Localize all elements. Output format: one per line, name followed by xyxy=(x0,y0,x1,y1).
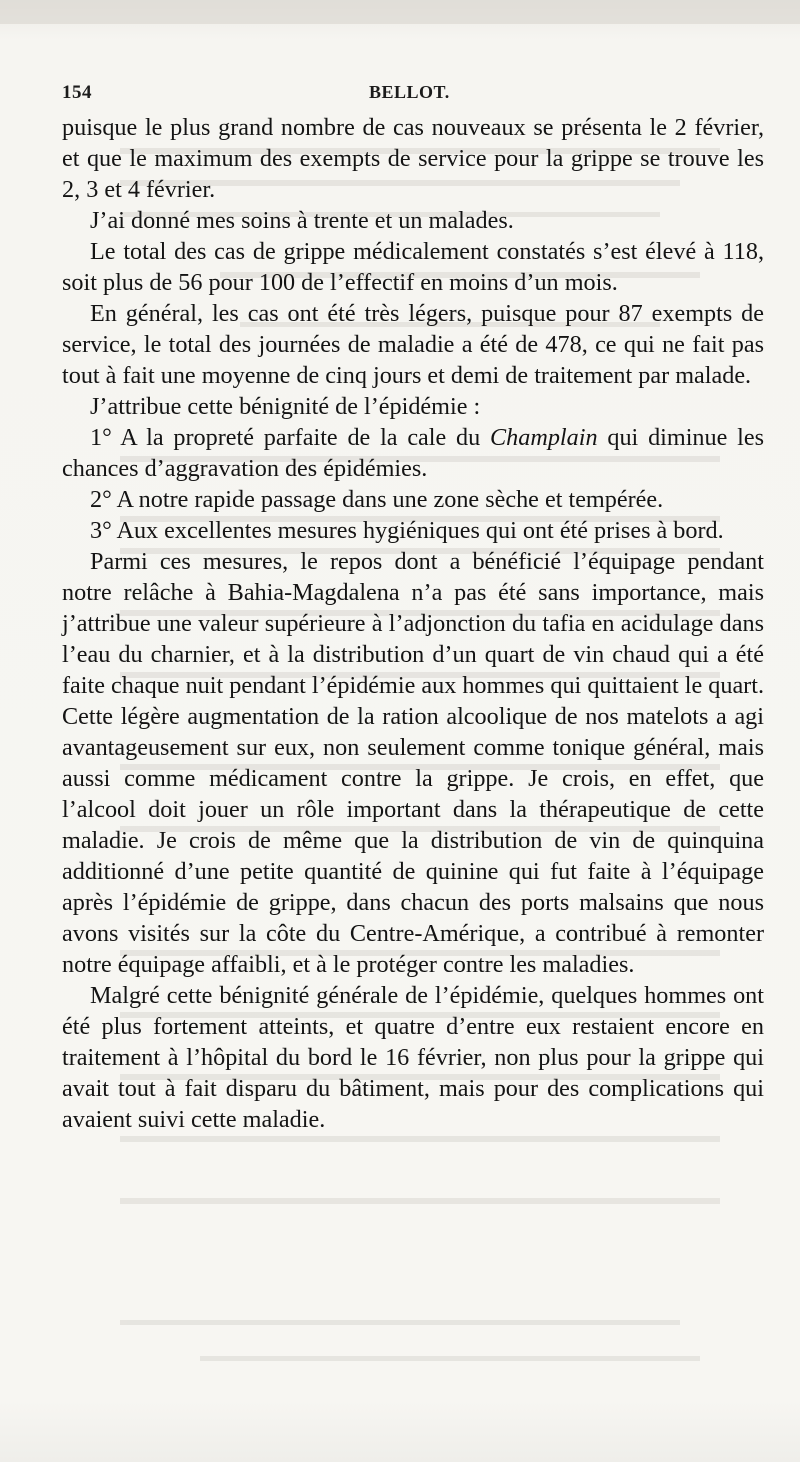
paragraph-9: Parmi ces mesures, le repos dont a bénéficié l’équipage pendant notre relâche à Bahia-Magdalena n’a pas été sans importance, mais j’attribue une valeur supérieure à l’adjonction du tafia en acidulage dans l’eau du charnier, et à la distribution d’un quart de vin chaud qui a été faite chaque nuit pendant l’épidémie aux hommes qui quittaient le quart. Cette légère augmentation de la ration alcoolique de nos matelots a agi avantageusement sur eux, non seulement comme tonique général, mais aussi comme médicament contre la grippe. Je crois, en effet, que l’alcool doit jouer un rôle important dans la thérapeutique de cette maladie. Je crois de même que la distribution de vin de quinquina additionné d’une petite quantité de quinine qui fut faite à l’équipage après l’épidémie de grippe, dans chacun des ports malsains que nous avons visités sur la côte du Centre-Amérique, a contribué à remonter notre équipage affaibli, et à le protéger contre les maladies. xyxy=(62,548,764,978)
page-number: 154 xyxy=(62,82,92,103)
paragraph-5: J’attribue cette bénignité de l’épidémie : xyxy=(90,393,481,420)
body-text xyxy=(62,112,764,1135)
paragraph-8: 3° Aux excellentes mesures hygiéniques qui ont été prises à bord. xyxy=(90,517,724,544)
paragraph-1: puisque le plus grand nombre de cas nouveaux se présenta le 2 février, et que le maximum des exempts de service pour la grippe se trouve les 2, 3 et 4 février. xyxy=(62,114,764,203)
running-title: BELLOT. xyxy=(369,82,450,102)
ship-name: Champlain xyxy=(490,424,598,451)
paragraph-6 xyxy=(62,422,764,484)
paragraph-6-after: qui diminue les chances d’aggravation des épidémies. xyxy=(62,424,765,482)
paragraph-6-before: 1° A la propreté parfaite de la cale du xyxy=(90,424,491,451)
paragraph-4: En général, les cas ont été très légers, puisque pour 87 exempts de service, le total des journées de maladie a été de 478, ce qui ne fait pas tout à fait une moyenne de cinq jours et demi de traitement par malade. xyxy=(62,300,764,389)
paragraph-2: J’ai donné mes soins à trente et un malades. xyxy=(90,207,514,234)
running-head xyxy=(62,82,764,108)
paragraph-7: 2° A notre rapide passage dans une zone sèche et tempérée. xyxy=(90,486,664,513)
paragraph-3: Le total des cas de grippe médicalement constatés s’est élevé à 118, soit plus de 56 pour 100 de l’effectif en moins d’un mois. xyxy=(62,238,764,296)
paragraph-10: Malgré cette bénignité générale de l’épidémie, quelques hommes ont été plus fortement atteints, et quatre d’entre eux restaient encore en traitement à l’hôpital du bord le 16 février, non plus pour la grippe qui avait tout à fait disparu du bâtiment, mais pour des complications qui avaient suivi cette maladie. xyxy=(62,982,764,1133)
